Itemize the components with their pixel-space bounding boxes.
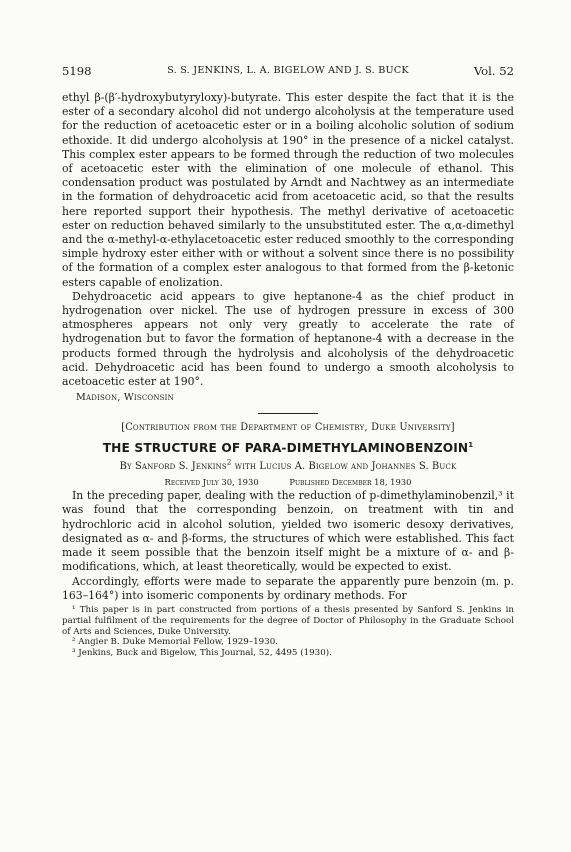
footnote-1: ¹ This paper is in part constructed from portions of a thesis presented by Sanford S. Jenkins in partial fulfilment of the requirements for the degree of Doctor of Philosophy in the Graduate School of Arts and Sciences, Duke University. (62, 604, 514, 637)
contribution-line: [Contribution from the Department of Chemistry, Duke University] (121, 422, 455, 434)
received-date: Received July 30, 1930 (164, 477, 259, 488)
running-authors: S. S. JENKINS, L. A. BIGELOW AND J. S. BUCK (167, 65, 409, 76)
published-date: Published December 18, 1930 (289, 477, 412, 488)
preceding-paragraph-1: ethyl β-(β′-hydroxybutyryloxy)-butyrate. This ester despite the fact that it is the ester of a secondary alcohol did not undergo alcoholysis at the temperature used for the reduction of acetoacetic ester or in a boiling alcoholic solution of sodium ethoxide. It did undergo alcoholysis at 190° in the presence of a nickel catalyst. This complex ester appears to be formed through the reduction of two molecules of acetoacetic ester with the elimination of one molecule of ethanol. This condensation product was postulated by Arndt and Nachtwey as an intermediate in the formation of dehydroacetic acid from acetoacetic acid, so that the results here reported support their hypothesis. The methyl derivative of acetoacetic ester on reduction behaved similarly to the unsubstituted ester. The α,α-dimethyl and the α-methyl-α-ethylacetoacetic ester reduced smoothly to the corresponding simple hydroxy ester either with or without a solvent since there is no possibility of the formation of a complex ester analogous to that formed from the β-ketonic esters capable of enolization. (62, 91, 514, 289)
volume-label: Vol. 52 (473, 64, 514, 78)
article-title (62, 441, 514, 455)
footnote-2: ² Angier B. Duke Memorial Fellow, 1929–1930. (72, 637, 279, 648)
footnotes (62, 605, 514, 659)
byline-footnote-mark: 2 (226, 458, 232, 467)
place-line: Madison, Wisconsin (76, 392, 174, 404)
footnote-3: ³ Jenkins, Buck and Bigelow, This Journal, 52, 4495 (1930). (72, 648, 332, 659)
section-divider (258, 413, 318, 414)
dates-line (62, 475, 514, 489)
article-paragraph-2: Accordingly, efforts were made to separate the apparently pure benzoin (m. p. 163–164°) into isomeric components by ordinary methods. For (62, 574, 514, 602)
page-number: 5198 (62, 64, 92, 78)
byline-coauthors: with Lucius A. Bigelow and Johannes S. Buck (231, 460, 457, 472)
byline-first-author: By Sanford S. Jenkins (119, 460, 227, 472)
byline (62, 460, 514, 474)
page-body (62, 91, 514, 659)
article-title-text: THE STRUCTURE OF PARA-DIMETHYLAMINOBENZOIN (102, 440, 469, 455)
title-footnote-mark: 1 (468, 440, 474, 449)
preceding-paragraph-2: Dehydroacetic acid appears to give heptanone-4 as the chief product in hydrogenation over nickel. The use of hydrogen pressure in excess of 300 atmospheres appears not only very greatly to accelerate the rate of hydrogenation but to favor the formation of heptanone-4 with a decrease in the products formed through the hydrolysis and alcoholysis of the dehydroacetic acid. Dehydroacetic acid has been found to undergo a smooth alcoholysis to acetoacetic ester at 190°. (62, 289, 514, 389)
article-paragraph-1: In the preceding paper, dealing with the reduction of p-dimethylaminobenzil,³ it was found that the corresponding benzoin, on treatment with tin and hydrochloric acid in alcohol solution, yielded two isomeric desoxy derivatives, designated as α- and β-forms, the structures of which were established. This fact made it seem possible that the benzoin itself might be a mixture of α- and β-modifications, which, at least theoretically, would be expected to exist. (62, 489, 514, 574)
